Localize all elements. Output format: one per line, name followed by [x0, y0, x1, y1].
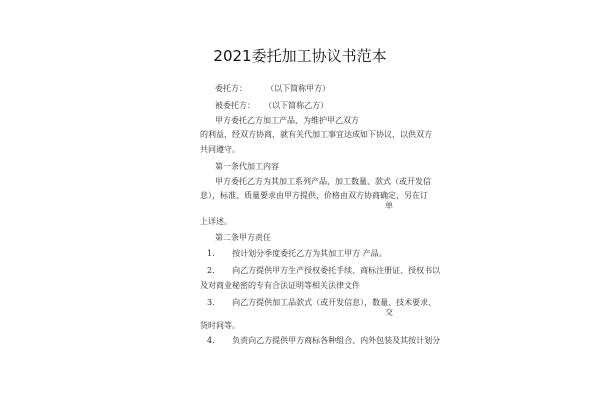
item-text: 向乙方提供加工品款式（或开发信息），数量、技术要求、 — [232, 298, 437, 307]
list-item — [207, 298, 436, 308]
list-item — [207, 249, 387, 259]
party-b-line — [215, 101, 328, 111]
item-text-continued: 交 — [385, 308, 393, 317]
item-number: 1. — [207, 249, 215, 258]
item-text-continued: 及对商业秘密的专有合法证明等相关法律文件 — [200, 281, 360, 290]
item-text-continued: 货时间等。 — [200, 321, 240, 330]
intro-line-3: 共同遵守。 — [200, 145, 240, 154]
article-1-line-2: 息），标准、质量要求由甲方提供，价格由双方协商确定，另在订 — [200, 191, 428, 200]
article-1-line-4: 上详述。 — [200, 217, 232, 226]
intro-line-1: 甲方委托乙方加工产品，为维护甲乙双方 — [215, 116, 359, 125]
item-number: 4. — [207, 336, 215, 345]
party-a-label: 委托方： — [215, 84, 247, 93]
party-b-label: 被委托方： — [215, 101, 255, 110]
party-a-line — [215, 84, 330, 94]
item-number: 2. — [207, 266, 215, 275]
intro-line-2: 的利益，经双方协商，就有关代加工事宜达成如下协议，以供双方 — [200, 130, 432, 139]
article-1-heading: 第一条代加工内容 — [215, 162, 279, 171]
article-1-line-3: 单 — [385, 201, 393, 210]
article-1-line-1: 甲方委托乙方为其加工系列产品，加工数量、款式（或开发信 — [215, 177, 431, 186]
list-item — [207, 336, 440, 346]
party-b-note: （以下简称乙方） — [264, 101, 329, 110]
item-text: 按计划分季度委托乙方为其加工甲方 产品。 — [232, 249, 387, 258]
item-number: 3. — [207, 298, 215, 307]
item-text: 负责向乙方提供甲方商标各种组合、内外包装及其按计划分 — [232, 336, 441, 345]
item-text: 向乙方提供甲方生产授权委托手续、商标注册证、授权书以 — [232, 266, 441, 275]
party-a-note: （以下简称甲方） — [266, 84, 331, 93]
article-2-heading: 第二条甲方责任 — [215, 233, 271, 242]
list-item — [207, 266, 440, 276]
document-title: 2021委托加工协议书范本 — [213, 47, 387, 65]
